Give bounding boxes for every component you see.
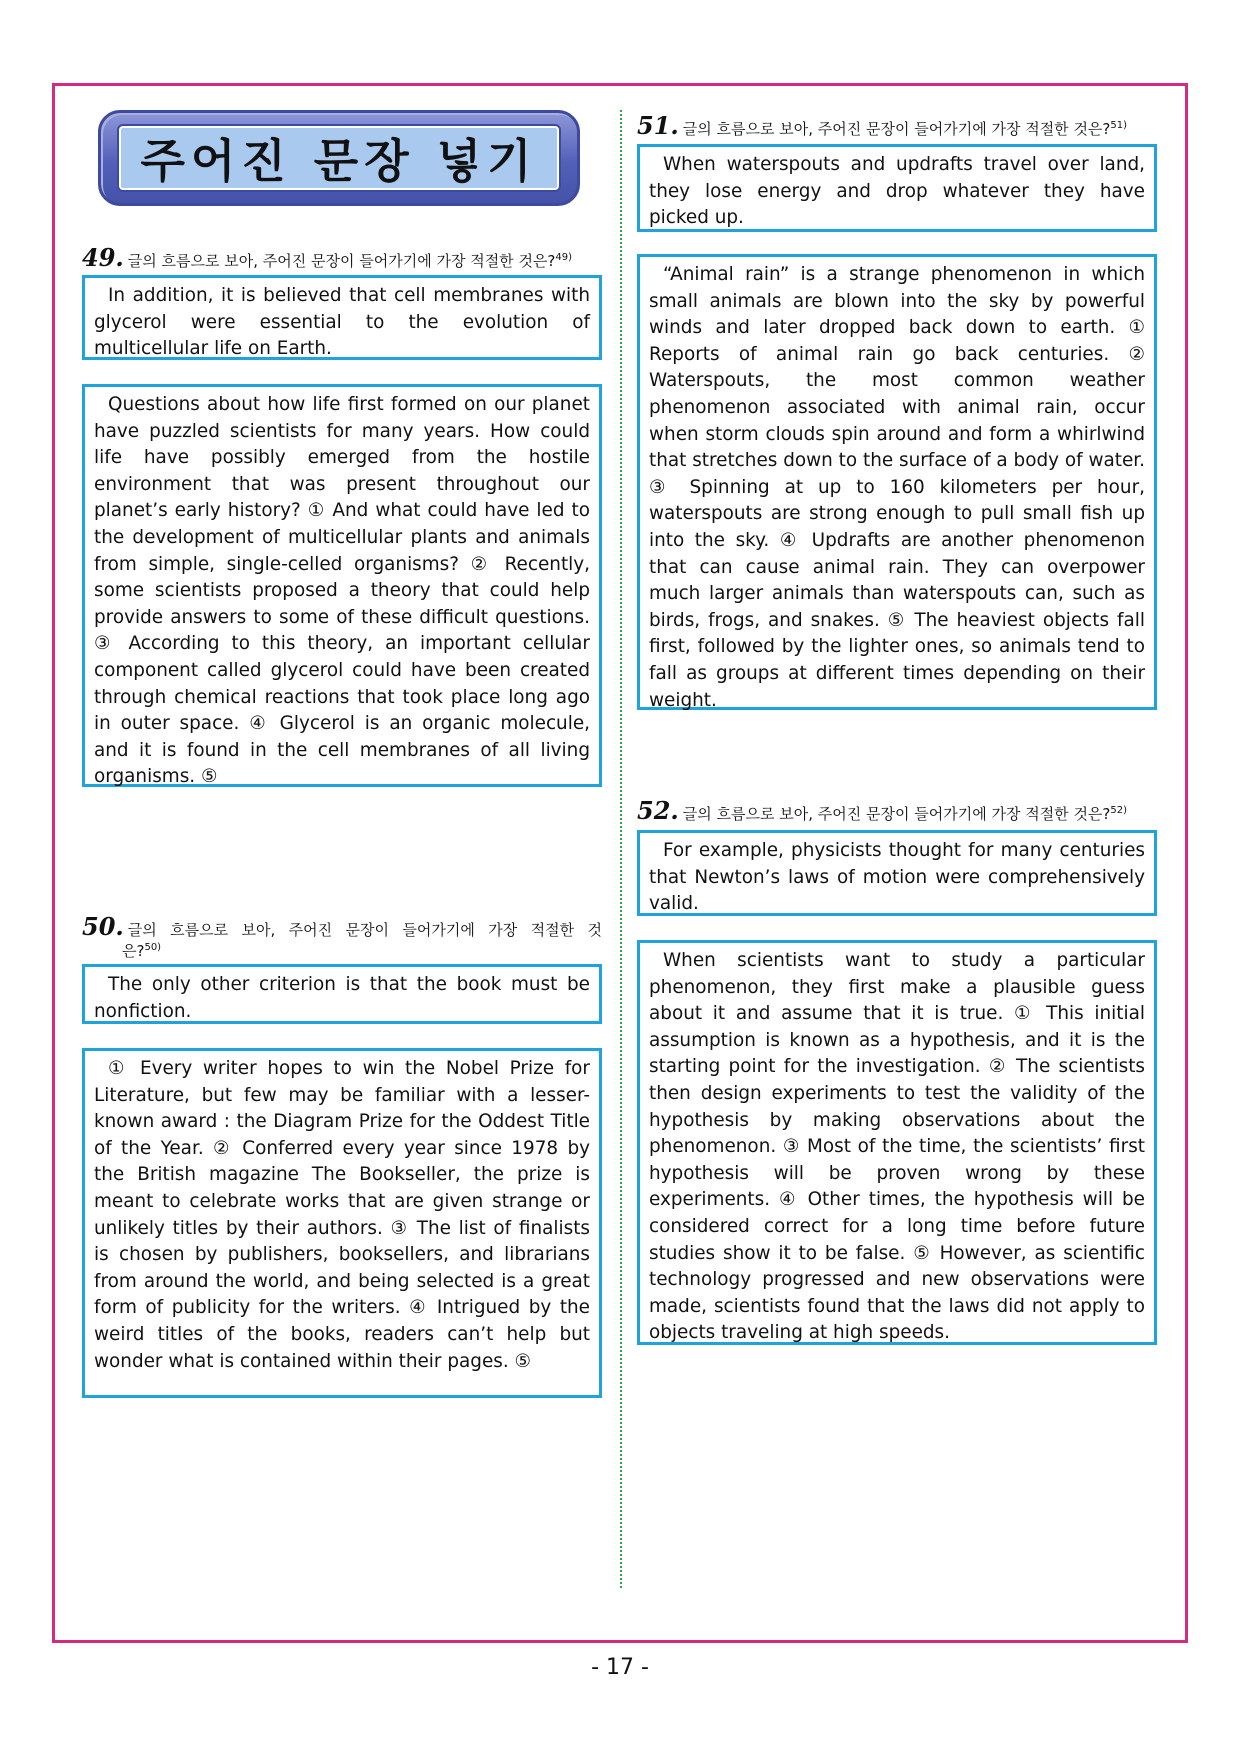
section-title-plate — [119, 126, 559, 190]
passage-text: When scientists want to study a particular phenomenon, they first make a plausible guess about it and assume that it is true. ① This initial assumption is known as a hypothesis, and it is the starting point for the investigation. ② The scientists then design experiments to test the validity of the hypothesis by making observations about the phenomenon. ③ Most of the time, the scientists’ first hypothesis will be proven wrong by these experiments. ④ Other times, the hypothesis will be considered correct for a long time before future studies show it to be false. ⑤ However, as scientific technology progressed and new observations were made, scientists found that the laws did not apply to objects traveling at high speeds. — [649, 950, 1145, 1344]
section-title: 주어진 문장 넣기 — [140, 134, 538, 188]
footnote-marker: 49) — [555, 252, 573, 263]
given-sentence-text: The only other criterion is that the book must be nonfiction. — [94, 974, 590, 1022]
footnote-marker: 52) — [1110, 805, 1128, 816]
footnote-marker: 50) — [144, 942, 162, 953]
given-sentence-text: For example, physicists thought for many centuries that Newton’s laws of motion were comprehensively valid. — [649, 840, 1145, 915]
question-50-passage — [82, 1048, 602, 1398]
passage-text: Questions about how life first formed on our planet have puzzled scientists for many years. How could life have possibly emerged from the hostile environment that was present throughout our planet’s early history? ① And what could have led to the development of multicellular plants and animals from simple, single-celled organisms? ② Recently, some scientists proposed a theory that could help provide answers to some of these difficult questions. ③ According to this theory, an important cellular component called glycerol could have been created through chemical reactions that took place long ago in outer space. ④ Glycerol is an organic molecule, and it is found in the cell membranes of all living organisms. ⑤ — [94, 394, 590, 788]
question-prompt: 글의 흐름으로 보아, 주어진 문장이 들어가기에 가장 적절한 것은? — [682, 120, 1111, 138]
question-51-heading — [637, 111, 1128, 140]
question-52-passage — [637, 940, 1157, 1345]
passage-text: “Animal rain” is a strange phenomenon in which small animals are blown into the sky by powerful winds and later dropped back down to earth. ① Reports of animal rain go back centuries. ② Waterspouts, the most common weather phenomenon associated with animal rain, occur when storm clouds spin around and form a whirlwind that stretches down to the surface of a body of water. ③ Spinning at up to 160 kilometers per hour, waterspouts are strong enough to pull small fish up into the sky. ④ Updrafts are another phenomenon that can cause animal rain. They can overpower much larger animals than waterspouts can, such as birds, frogs, and snakes. ⑤ The heaviest objects fall first, followed by the lighter ones, so animals tend to fall as groups at different times depending on their weight. — [649, 264, 1145, 711]
question-number: 50. — [82, 912, 124, 941]
question-number: 52. — [637, 796, 679, 825]
question-51-passage — [637, 254, 1157, 710]
section-title-banner — [98, 110, 580, 206]
question-49-heading — [82, 243, 573, 272]
given-sentence-text: In addition, it is believed that cell membranes with glycerol were essential to the evolution of multicellular life on Earth. — [94, 285, 590, 360]
question-number: 51. — [637, 111, 679, 140]
question-49-passage — [82, 384, 602, 787]
passage-text: ① Every writer hopes to win the Nobel Prize for Literature, but few may be familiar with a lesser-known award : the Diagram Prize for the Oddest Title of the Year. ② Conferred every year since 1978 by the British magazine The Bookseller, the prize is meant to celebrate works that are given strange or unlikely titles by their authors. ③ The list of finalists is chosen by publishers, booksellers, and librarians from around the world, and being selected is a great form of publicity for the writers. ④ Intrigued by the weird titles of the books, readers can’t help but wonder what is contained within their pages. ⑤ — [94, 1058, 590, 1372]
question-50-heading — [82, 912, 602, 962]
question-52-given-sentence — [637, 830, 1157, 916]
question-50-given-sentence — [82, 964, 602, 1024]
footnote-marker: 51) — [1110, 120, 1128, 131]
page-number: - 17 - — [591, 1655, 649, 1680]
question-prompt-line1: 글의 흐름으로 보아, 주어진 문장이 들어가기에 가장 적절한 것 — [127, 921, 602, 939]
given-sentence-text: When waterspouts and updrafts travel over land, they lose energy and drop whatever they have picked up. — [649, 154, 1145, 229]
question-number: 49. — [82, 243, 124, 272]
question-49-given-sentence — [82, 275, 602, 360]
question-prompt-line2: 은? — [122, 942, 145, 960]
question-51-given-sentence — [637, 144, 1157, 232]
question-prompt: 글의 흐름으로 보아, 주어진 문장이 들어가기에 가장 적절한 것은? — [127, 252, 556, 270]
question-52-heading — [637, 796, 1128, 825]
column-divider — [620, 110, 622, 1588]
question-prompt: 글의 흐름으로 보아, 주어진 문장이 들어가기에 가장 적절한 것은? — [682, 805, 1111, 823]
